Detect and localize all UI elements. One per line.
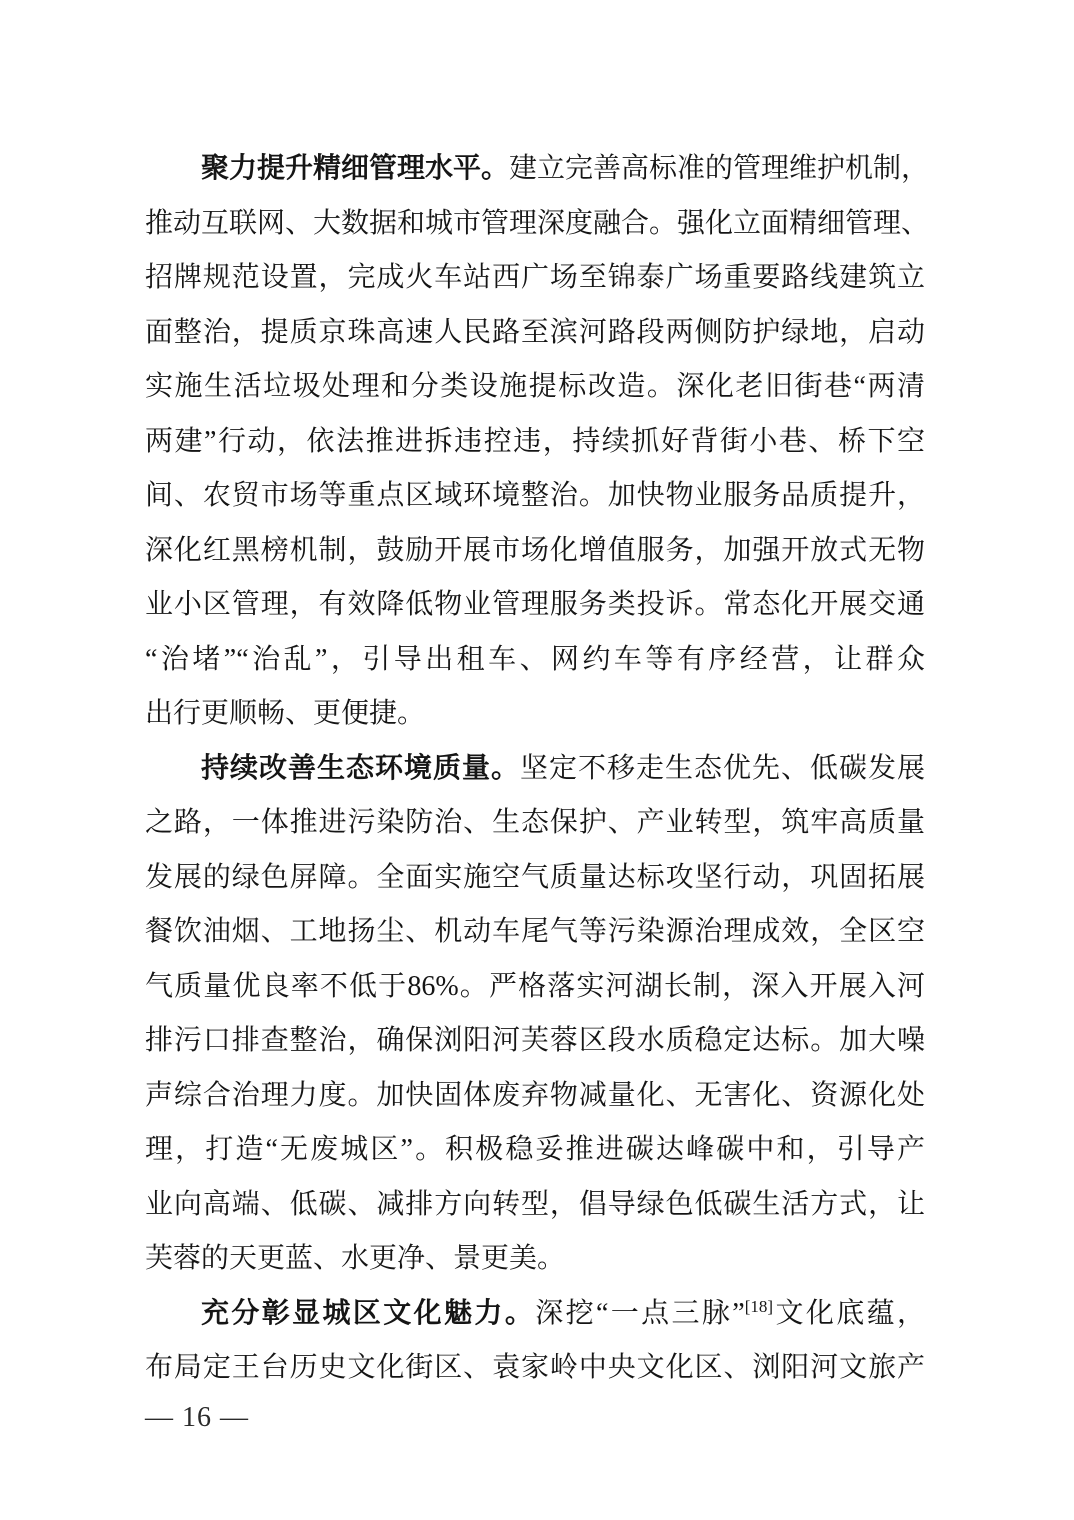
paragraph-lead: 充分彰显城区文化魅力。: [201, 1297, 536, 1329]
text-segment: 坚定不移走生态优先、低碳发展: [520, 752, 925, 784]
text-line: [145, 524, 925, 579]
paragraph-urban-culture: [145, 1287, 925, 1396]
text-line: [145, 1069, 925, 1124]
text-line: [145, 851, 925, 906]
text-segment: 布局定王台历史文化街区、袁家岭中央文化区、浏阳河文旅产: [145, 1352, 925, 1383]
text-segment: 招牌规范设置，完成火车站西广场至锦泰广场重要路线建筑立: [145, 262, 925, 293]
document-body: [145, 142, 930, 1396]
text-line: [145, 415, 925, 470]
text-segment: 业小区管理，有效降低物业管理服务类投诉。常态化开展交通: [145, 589, 925, 620]
text-segment: 出行更顺畅、更便捷。: [145, 698, 426, 729]
text-segment: 推动互联网、大数据和城市管理深度融合。强化立面精细管理、: [145, 207, 930, 239]
text-line: [145, 197, 930, 252]
text-segment: 两建”行动，依法推进拆违控违，持续抓好背街小巷、桥下空: [145, 425, 925, 457]
text-line: [145, 1014, 925, 1069]
text-line: [145, 578, 925, 633]
text-segment: 之路，一体推进污染防治、生态保护、产业转型，筑牢高质量: [145, 807, 925, 838]
text-line: [145, 142, 930, 197]
page-footer: [145, 1402, 249, 1434]
text-segment: 理，打造“无废城区”。积极稳妥推进碳达峰碳中和，引导产: [145, 1134, 925, 1165]
text-segment: 业向高端、低碳、减排方向转型，倡导绿色低碳生活方式，让: [145, 1188, 925, 1220]
text-segment: “治堵”“治乱”，引导出租车、网约车等有序经营，让群众: [145, 643, 925, 675]
text-line: [145, 742, 925, 797]
text-segment: 面整治，提质京珠高速人民路至滨河路段两侧防护绿地，启动: [145, 316, 925, 348]
text-line: [145, 1232, 925, 1287]
text-line: [145, 251, 925, 306]
text-segment: 发展的绿色屏障。全面实施空气质量达标攻坚行动，巩固拓展: [145, 861, 925, 893]
text-line: [145, 633, 925, 688]
footnote-ref: [18]: [744, 1296, 774, 1316]
paragraph-city-management: [145, 142, 930, 742]
text-segment: 实施生活垃圾处理和分类设施提标改造。深化老旧街巷“两清: [145, 371, 925, 402]
text-segment: 气质量优良率不低于86%。严格落实河湖长制，深入开展入河: [145, 970, 925, 1002]
paragraph-lead: 聚力提升精细管理水平。: [201, 153, 510, 184]
text-segment: 建立完善高标准的管理维护机制，: [509, 153, 930, 184]
paragraph-lead: 持续改善生态环境质量。: [201, 752, 520, 784]
text-line: [145, 1287, 925, 1342]
text-line: [145, 905, 925, 960]
text-line: [145, 796, 925, 851]
text-segment: 排污口排查整治，确保浏阳河芙蓉区段水质稳定达标。加大噪: [145, 1025, 925, 1056]
text-segment: 芙蓉的天更蓝、水更净、景更美。: [145, 1243, 566, 1274]
text-line: [145, 306, 925, 361]
text-segment: 深挖“一点三脉”: [535, 1297, 745, 1329]
text-line: [145, 1123, 925, 1178]
text-segment: 文化底蕴，: [773, 1297, 925, 1329]
paragraph-ecological-environment: [145, 742, 925, 1287]
text-line: [145, 1178, 925, 1233]
text-segment: 深化红黑榜机制，鼓励开展市场化增值服务，加强开放式无物: [145, 534, 925, 566]
text-segment: 声综合治理力度。加快固体废弃物减量化、无害化、资源化处: [145, 1079, 925, 1111]
text-line: [145, 687, 925, 742]
text-line: [145, 360, 925, 415]
text-line: [145, 1341, 925, 1396]
text-segment: 餐饮油烟、工地扬尘、机动车尾气等污染源治理成效，全区空: [145, 916, 925, 947]
text-line: [145, 469, 925, 524]
page-number: — 16 —: [145, 1402, 249, 1433]
text-line: [145, 960, 925, 1015]
text-segment: 间、农贸市场等重点区域环境整治。加快物业服务品质提升，: [145, 480, 925, 511]
